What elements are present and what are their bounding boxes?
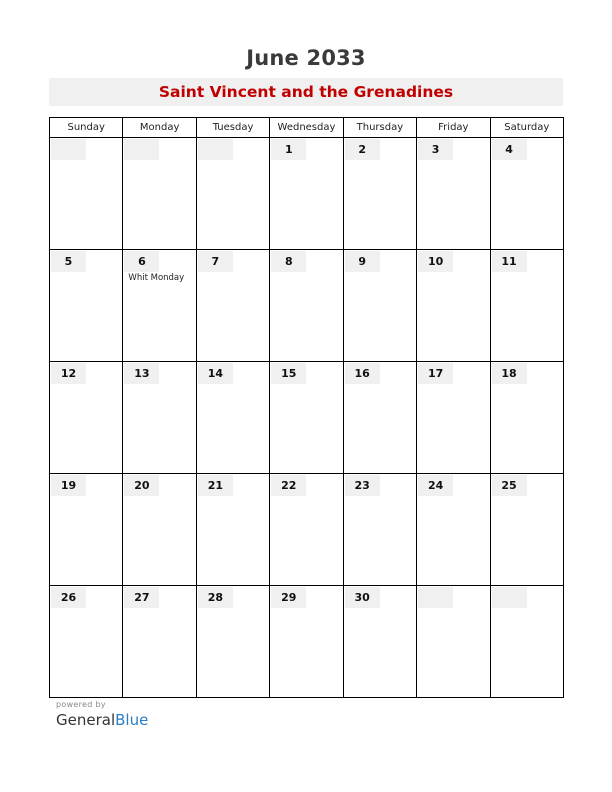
country-banner [49,78,563,106]
day-number-box [271,251,306,272]
day-cell[interactable] [417,250,490,362]
day-cell[interactable] [343,362,416,474]
day-cell[interactable] [196,362,269,474]
day-number: 1 [284,143,293,156]
day-cell[interactable] [490,474,563,586]
day-number-box [492,363,527,384]
day-number: 16 [354,367,370,380]
day-cell[interactable] [270,138,343,250]
day-number: 30 [354,591,370,604]
day-cell[interactable] [490,138,563,250]
day-number: 7 [211,255,220,268]
day-number: 29 [281,591,297,604]
day-number-box [418,363,453,384]
day-cell[interactable] [417,138,490,250]
weekday-monday: Monday [123,118,196,138]
day-number-box [345,587,380,608]
day-cell[interactable] [343,250,416,362]
day-number: 28 [207,591,223,604]
empty-day-cell [196,138,269,250]
day-number-box [51,587,86,608]
day-number-box [51,363,86,384]
day-cell[interactable] [196,586,269,698]
day-number-box [271,363,306,384]
day-cell[interactable] [50,474,123,586]
day-cell[interactable] [490,250,563,362]
weekday-sunday: Sunday [50,118,123,138]
day-cell[interactable] [270,474,343,586]
day-cell[interactable] [50,362,123,474]
day-number-box [198,251,233,272]
day-number-box [345,251,380,272]
calendar-title: June 2033 [246,46,366,70]
empty-day-cell [123,138,196,250]
day-number-box [198,363,233,384]
day-number-box [418,587,453,608]
day-number-box [418,251,453,272]
country-name: Saint Vincent and the Grenadines [158,83,454,101]
day-cell[interactable] [270,362,343,474]
week-row [50,250,564,362]
calendar-grid [49,117,564,698]
day-number-box [198,475,233,496]
day-number-box [124,139,159,160]
day-number-box [345,475,380,496]
day-number: 13 [134,367,150,380]
day-cell[interactable] [343,474,416,586]
brand-blue: Blue [115,711,149,729]
day-number: 24 [427,479,444,492]
day-number: 2 [358,143,367,156]
day-number-box [124,475,159,496]
day-number-box [418,139,453,160]
day-number: 10 [427,255,444,268]
day-cell[interactable] [343,586,416,698]
day-number: 25 [501,479,517,492]
week-row [50,138,564,250]
empty-day-cell [417,586,490,698]
day-number: 5 [64,255,73,268]
generalblue-logo[interactable] [56,711,148,729]
empty-day-cell [50,138,123,250]
day-cell[interactable] [196,250,269,362]
day-number: 19 [60,479,77,492]
powered-by-text: powered by [56,700,106,709]
day-cell[interactable] [270,586,343,698]
day-number-box [418,475,453,496]
week-row [50,362,564,474]
day-number-box [271,587,306,608]
day-cell[interactable] [50,586,123,698]
day-number: 27 [134,591,150,604]
day-number: 26 [60,591,77,604]
weekday-friday: Friday [417,118,490,138]
day-cell[interactable] [343,138,416,250]
day-number: 21 [207,479,223,492]
day-number-box [492,251,527,272]
day-cell[interactable] [50,250,123,362]
weekday-wednesday: Wednesday [270,118,343,138]
day-number-box [198,587,233,608]
weekday-thursday: Thursday [343,118,416,138]
holiday-label: Whit Monday [128,273,185,283]
day-number-box [271,475,306,496]
day-number-box [51,251,86,272]
day-cell[interactable] [417,362,490,474]
brand-general: General [56,711,116,729]
day-number: 8 [284,255,293,268]
day-cell[interactable] [123,586,196,698]
day-number-box [124,587,159,608]
day-number: 4 [505,143,513,156]
day-cell[interactable] [490,362,563,474]
day-number-box [271,139,306,160]
empty-day-cell [490,586,563,698]
day-number: 17 [427,367,444,380]
day-number-box [198,139,233,160]
day-number-box [345,139,380,160]
day-number: 12 [60,367,77,380]
day-cell[interactable] [123,250,196,362]
day-cell[interactable] [196,474,269,586]
day-number: 22 [281,479,297,492]
day-number: 15 [281,367,297,380]
week-row [50,474,564,586]
day-number-box [492,475,527,496]
day-number: 3 [431,143,440,156]
day-number-box [492,139,527,160]
week-row [50,586,564,698]
day-number: 6 [138,255,146,268]
day-number: 18 [501,367,517,380]
weekday-header-row [50,118,564,138]
day-number: 23 [354,479,370,492]
day-number-box [51,475,86,496]
day-cell[interactable] [123,362,196,474]
day-number: 11 [501,255,517,268]
day-number: 9 [358,255,367,268]
day-number-box [124,363,159,384]
day-number: 14 [207,367,223,380]
day-number-box [51,139,86,160]
day-cell[interactable] [417,474,490,586]
day-number-box [124,251,159,272]
weekday-tuesday: Tuesday [196,118,269,138]
day-cell[interactable] [123,474,196,586]
day-number-box [345,363,380,384]
footer [56,700,148,729]
day-number-box [492,587,527,608]
day-number: 20 [134,479,150,492]
day-cell[interactable] [270,250,343,362]
weekday-saturday: Saturday [490,118,563,138]
